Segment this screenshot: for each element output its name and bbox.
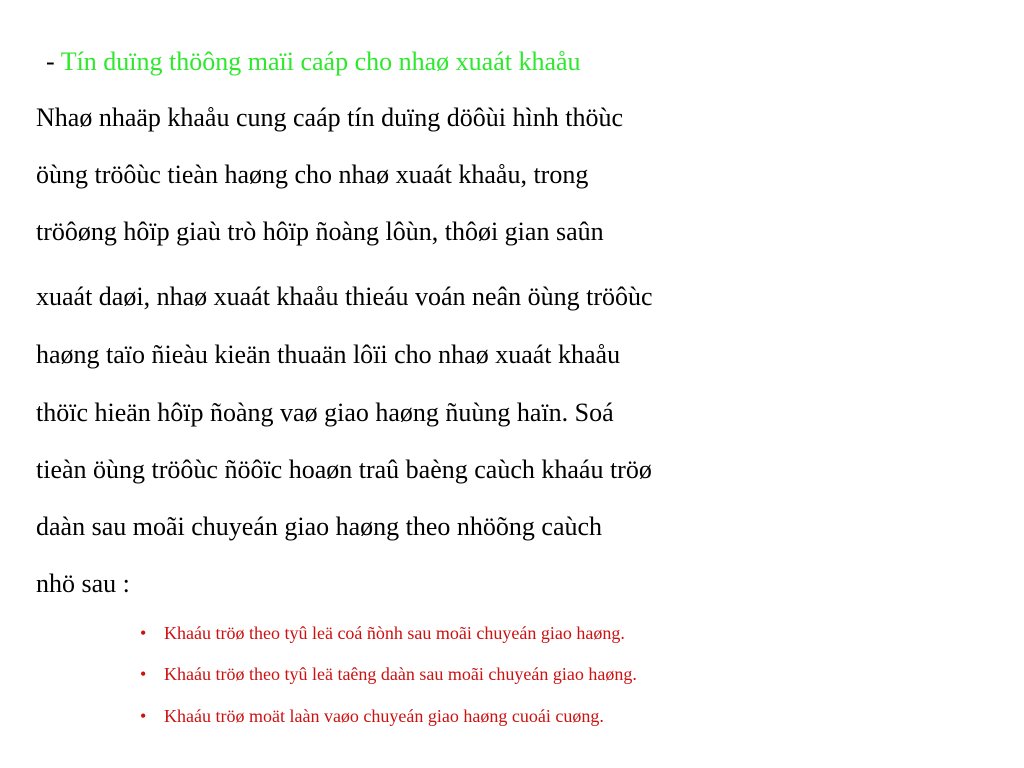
- bullet-item: [140, 662, 637, 686]
- bullet-item: [140, 621, 625, 645]
- bullet-text: Khaáu tröø theo tyû leä coá ñònh sau moãi chuyeán giao haøng.: [164, 623, 625, 643]
- bullet-text: Khaáu tröø theo tyû leä taêng daàn sau moãi chuyeán giao haøng.: [164, 664, 637, 684]
- bullet-marker: •: [140, 623, 147, 643]
- heading-text: Tín duïng thöông maïi caáp cho nhaø xuaát khaåu: [60, 47, 581, 76]
- paragraph-line: öùng tröôùc tieàn haøng cho nhaø xuaát khaåu, trong: [36, 160, 589, 189]
- bullet-item: [140, 704, 604, 728]
- bullet-text: Khaáu tröø moät laàn vaøo chuyeán giao haøng cuoái cuøng.: [164, 706, 604, 726]
- paragraph-line: haøng taïo ñieàu kieän thuaän lôïi cho nhaø xuaát khaåu: [36, 340, 621, 369]
- slide-heading: [46, 44, 581, 80]
- heading-dash: -: [46, 47, 61, 76]
- paragraph-line: tieàn öùng tröôùc ñöôïc hoaøn traû baèng caùch khaáu tröø: [36, 455, 652, 484]
- paragraph-line: nhö sau :: [36, 569, 130, 598]
- paragraph-line: xuaát daøi, nhaø xuaát khaåu thieáu voán neân öùng tröôùc: [36, 282, 653, 311]
- bullet-marker: •: [140, 706, 147, 726]
- paragraph-line: Nhaø nhaäp khaåu cung caáp tín duïng döôùi hình thöùc: [36, 103, 624, 132]
- paragraph-line: tröôøng hôïp giaù trò hôïp ñoàng lôùn, thôøi gian saûn: [36, 217, 604, 246]
- paragraph-line: thöïc hieän hôïp ñoàng vaø giao haøng ñuùng haïn. Soá: [36, 398, 614, 427]
- paragraph-line: daàn sau moãi chuyeán giao haøng theo nhöõng caùch: [36, 512, 603, 541]
- bullet-marker: •: [140, 664, 147, 684]
